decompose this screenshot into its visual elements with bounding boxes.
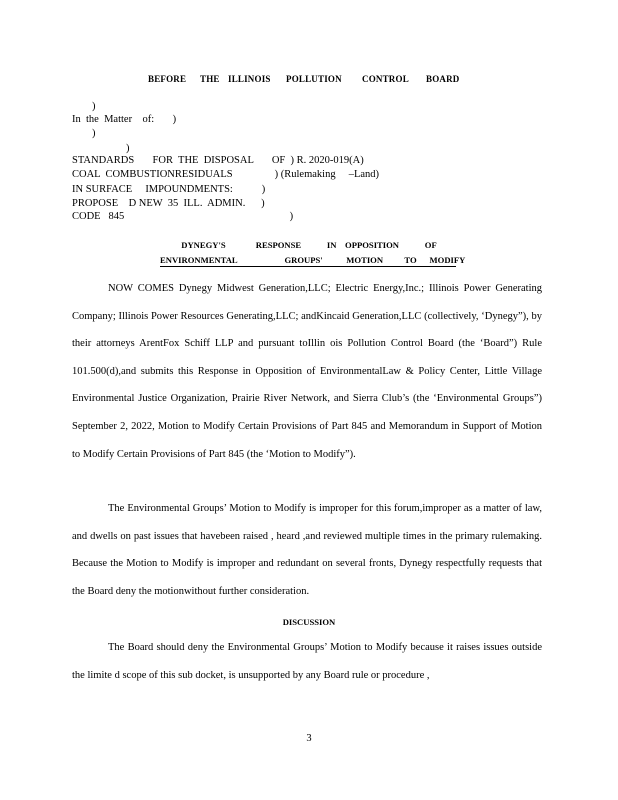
caption-line: STANDARDS FOR THE DISPOSAL OF ) R. 2020-019(A) xyxy=(72,155,364,166)
paragraph-intro: NOW COMES Dynegy Midwest Generation,LLC; Electric Energy,Inc.; Illinois Power Generating Company; Illinois Power Resources Generating,LLC; andKincaid Generation,LLC (collectively, ‘Dynegy”), by their attorneys ArentFox Schiff LLP and pursuant toIllin ois Pollution Control Board (the ‘Board”) Rule 101.500(d),and submits this Response in Opposition of EnvironmentalLaw & Policy Center, Little Village Environmental Justice Organization, Prairie River Network, and Sierra Club’s (the ‘Environmental Groups”) September 2, 2022, Motion to Modify Certain Provisions of Part 845 and Memorandum in Support of Motion to Modify Certain Provisions of Part 845 (the ‘Motion to Modify”). xyxy=(72,283,542,460)
caption-line: COAL COMBUSTIONRESIDUALS ) (Rulemaking –Land) xyxy=(72,169,380,180)
title-line-1: DYNEGY'S RESPONSE IN OPPOSITION OF xyxy=(181,240,437,250)
caption-line: CODE 845 ) xyxy=(72,211,294,222)
heading-word: BOARD xyxy=(426,74,460,84)
heading-word: CONTROL xyxy=(362,74,409,84)
section-heading-discussion: DISCUSSION xyxy=(282,617,336,627)
paragraph-summary: The Environmental Groups’ Motion to Modify is improper for this forum,improper as a matter of law, and dwells on past issues that havebeen raised , heard ,and reviewed multiple times in the primary rulemaking. Because the Motion to Modify is improper and redundant on several fronts, Dynegy respectfully requests that the Board deny the motionwithout further consideration. xyxy=(72,503,542,597)
caption-line: IN SURFACE IMPOUNDMENTS: ) xyxy=(72,184,266,195)
caption-line: ) xyxy=(92,128,96,139)
paragraph-discussion: The Board should deny the Environmental Groups’ Motion to Modify because it raises issues outside the limite d scope of this sub docket, is unsupported by any Board rule or procedure , xyxy=(72,642,542,681)
heading-word: THE xyxy=(200,74,220,84)
caption-line: In the Matter of: ) xyxy=(72,114,177,125)
heading-word: ILLINOIS xyxy=(228,74,271,84)
heading-word: POLLUTION xyxy=(286,74,342,84)
caption-line: PROPOSE D NEW 35 ILL. ADMIN. ) xyxy=(72,198,265,209)
title-line-2: ENVIRONMENTAL GROUPS' MOTION TO MODIFY xyxy=(160,255,466,265)
heading-word: BEFORE xyxy=(148,74,187,84)
caption-line: ) xyxy=(126,143,130,154)
caption-line: ) xyxy=(92,101,96,112)
page-number: 3 xyxy=(306,733,312,744)
